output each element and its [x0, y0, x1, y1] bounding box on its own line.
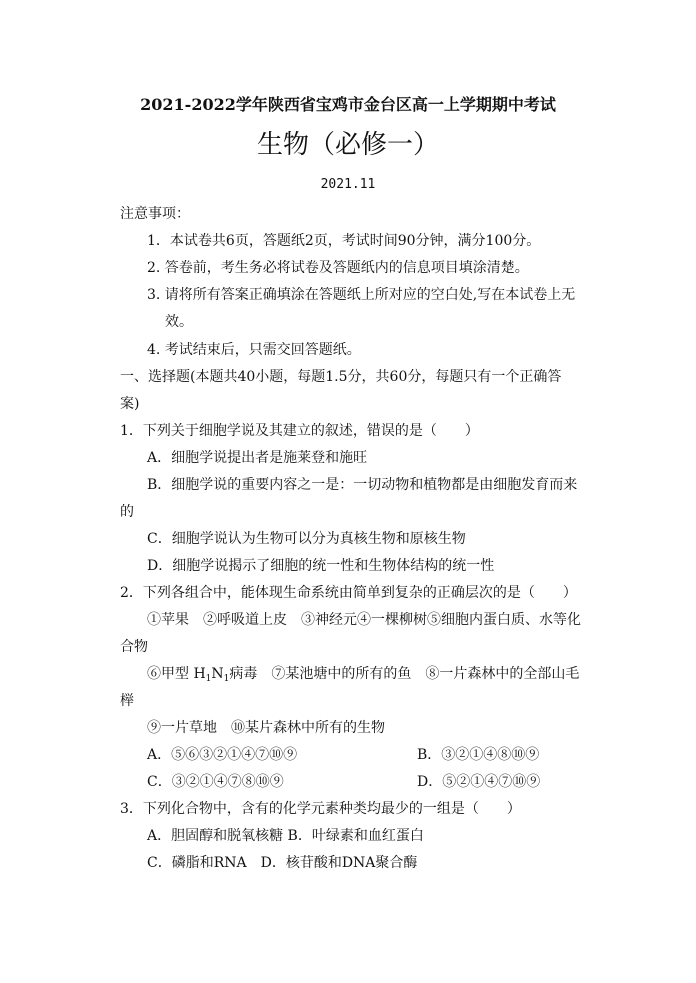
q2-items-line2-pre: ⑥甲型 H [147, 666, 206, 682]
q2-option-c: C．③②①④⑦⑧⑩⑨ [147, 774, 284, 790]
q1-stem: 1．下列关于细胞学说及其建立的叙述，错误的是（ ） [120, 423, 479, 439]
note-item-4: 4. 考试结束后，只需交回答题纸。 [147, 342, 361, 358]
q2-option-a: A．⑤⑥③②①④⑦⑩⑨ [147, 747, 298, 763]
q2-option-b: B．③②①④⑧⑩⑨ [417, 747, 540, 763]
subscript-2: 1 [223, 674, 230, 684]
exam-title: 2021-2022学年陕西省宝鸡市金台区高一上学期期中考试 [140, 95, 556, 114]
section-heading-cont: 案) [120, 396, 140, 412]
section-heading: 一、选择题(本题共40小题，每题1.5分，共60分，每题只有一个正确答 [120, 369, 562, 385]
q1-option-d: D．细胞学说揭示了细胞的统一性和生物体结构的统一性 [147, 558, 495, 574]
notes-heading: 注意事项： [120, 206, 190, 222]
q1-option-c: C．细胞学说认为生物可以分为真核生物和原核生物 [147, 531, 466, 547]
q3-stem: 3．下列化合物中，含有的化学元素种类均最少的一组是（ ） [120, 801, 521, 817]
q2-items-line2-cont: 榉 [120, 693, 134, 709]
q1-option-b: B．细胞学说的重要内容之一是：一切动物和植物都是由细胞发育而来 [147, 477, 578, 493]
q2-items-line2 [147, 665, 579, 688]
note-item-3: 3. 请将所有答案正确填涂在答题纸上所对应的空白处,写在本试卷上无 [147, 287, 576, 303]
q1-option-a: A．细胞学说提出者是施莱登和施旺 [147, 450, 368, 466]
note-item-2: 2. 答卷前，考生务必将试卷及答题纸内的信息项目填涂清楚。 [147, 260, 529, 276]
q2-items-line1: ①苹果 ②呼吸道上皮 ③神经元④一棵柳树⑤细胞内蛋白质、水等化 [147, 612, 581, 628]
q3-options-cd: C．磷脂和RNA D．核苷酸和DNA聚合酶 [147, 855, 418, 871]
q2-items-line3: ⑨一片草地 ⑩某片森林中所有的生物 [147, 720, 385, 736]
q1-option-b-cont: 的 [120, 504, 134, 520]
q2-items-line2-post: 病毒 ⑦某池塘中的所有的鱼 ⑧一片森林中的全部山毛 [229, 666, 580, 682]
subscript-1: 1 [205, 674, 212, 684]
q2-items-line2-mid: N [211, 666, 224, 682]
q3-options-ab: A．胆固醇和脱氧核糖 B．叶绿素和血红蛋白 [147, 828, 424, 844]
q2-option-d: D．⑤②①④⑦⑩⑨ [417, 774, 541, 790]
note-item-1: 1．本试卷共6页，答题纸2页，考试时间90分钟，满分100分。 [147, 233, 541, 249]
note-item-3-cont: 效。 [165, 314, 193, 330]
exam-date: 2021.11 [320, 177, 376, 192]
q2-stem: 2．下列各组合中，能体现生命系统由简单到复杂的正确层次的是（ ） [120, 585, 577, 601]
q2-items-line1-cont: 合物 [120, 639, 148, 655]
subject-title: 生物（必修一） [256, 130, 439, 160]
